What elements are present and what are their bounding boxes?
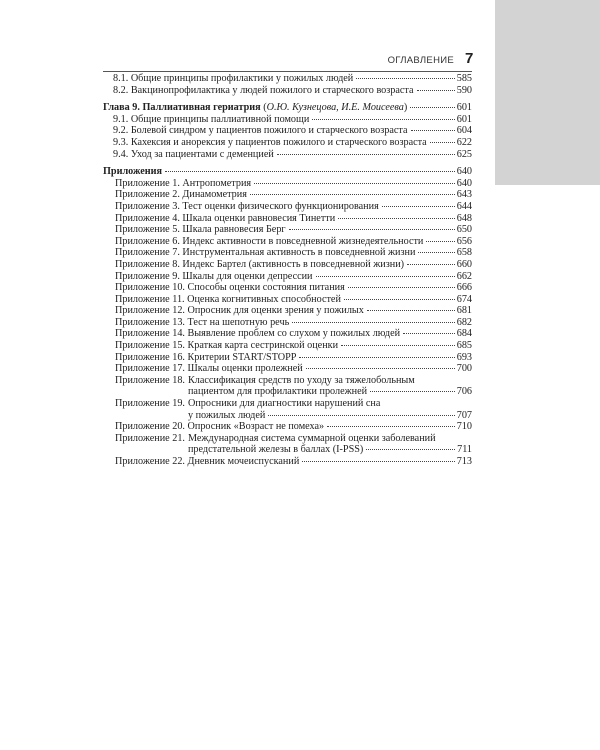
toc-appendix-20[interactable]	[103, 421, 472, 433]
dot-leader	[417, 90, 455, 91]
dot-leader	[382, 206, 455, 207]
toc-appendices[interactable]	[103, 166, 472, 178]
dot-leader	[410, 107, 454, 108]
toc-title: Приложение 13. Тест на шепотную речь	[115, 316, 290, 328]
toc-page-number: 711	[457, 444, 472, 456]
toc-title: 9.2. Болевой синдром у пациентов пожилого и старческого возраста	[113, 125, 408, 137]
toc-page-number: 643	[456, 189, 472, 201]
dot-leader	[299, 357, 454, 358]
toc-appendix-18[interactable]	[103, 375, 472, 398]
toc-appendix-10[interactable]	[103, 282, 472, 294]
dot-leader	[250, 194, 455, 195]
toc-page-number: 625	[456, 148, 472, 160]
toc-title: пациентом для профилактики пролежней	[187, 386, 368, 398]
table-of-contents	[103, 73, 472, 468]
dot-leader	[344, 299, 455, 300]
dot-leader	[254, 183, 455, 184]
dot-leader	[316, 276, 455, 277]
toc-title: Классификация средств по уходу за тяжелобольным	[187, 374, 415, 386]
toc-entry-9-3[interactable]	[103, 137, 472, 149]
toc-page-number: 585	[456, 73, 472, 84]
toc-title: Международная система суммарной оценки заболеваний	[187, 432, 436, 444]
toc-entry-8-2[interactable]	[103, 85, 472, 97]
toc-page-number: 707	[456, 409, 472, 421]
toc-page-number: 666	[456, 282, 472, 294]
toc-title: Приложение 12. Опросник для оценки зрения у пожилых	[115, 305, 364, 317]
dot-leader	[341, 345, 455, 346]
dot-leader	[367, 310, 455, 311]
dot-leader	[370, 391, 455, 392]
dot-leader	[292, 322, 454, 323]
toc-title: 9.1. Общие принципы паллиативной помощи	[113, 113, 310, 125]
toc-page-number: 650	[456, 224, 472, 236]
toc-page-number: 658	[456, 247, 472, 259]
running-header	[0, 52, 600, 72]
toc-page-number: 604	[456, 125, 472, 137]
toc-title: Приложение 5. Шкала равновесия Берг	[115, 224, 286, 236]
toc-page-number: 640	[456, 177, 472, 189]
toc-title: Приложение 8. Индекс Бартел (активность в повседневной жизни)	[115, 258, 405, 270]
toc-title: Приложение 3. Тест оценки физического функционирования	[115, 200, 379, 212]
toc-page-number: 700	[456, 363, 472, 375]
toc-title: Приложение 20. Опросник «Возраст не помеха»	[115, 421, 325, 433]
toc-page-number: 622	[456, 136, 472, 148]
toc-title: Глава 9. Паллиативная гериатрия	[103, 102, 261, 114]
header-rule	[103, 71, 472, 72]
dot-leader	[348, 287, 455, 288]
toc-page-number: 660	[456, 258, 472, 270]
toc-appendix-15[interactable]	[103, 340, 472, 352]
toc-appendix-13[interactable]	[103, 317, 472, 329]
toc-page-number: 601	[456, 113, 472, 125]
toc-title: Приложения	[103, 166, 163, 178]
dot-leader	[289, 229, 455, 230]
toc-entry-9-1[interactable]	[103, 114, 472, 126]
toc-appendix-22[interactable]	[103, 456, 472, 468]
toc-page-number: 713	[456, 456, 472, 467]
toc-title: Приложение 22. Дневник мочеиспусканий	[115, 456, 300, 467]
toc-page-number: 684	[456, 328, 472, 340]
toc-title: 8.1. Общие принципы профилактики у пожилых людей	[113, 73, 354, 84]
dot-leader	[356, 78, 454, 79]
toc-title: Приложение 15. Краткая карта сестринской оценки	[115, 340, 339, 352]
toc-title: Приложение 6. Индекс активности в повседневной жизнедеятельности	[115, 235, 424, 247]
toc-page-number: 685	[456, 340, 472, 352]
toc-appendix-5[interactable]	[103, 224, 472, 236]
dot-leader	[411, 130, 455, 131]
toc-appendix-3[interactable]	[103, 201, 472, 213]
toc-title: Приложение 11. Оценка когнитивных способностей	[115, 293, 341, 305]
chapter-side-tab	[495, 0, 600, 185]
dot-leader	[277, 154, 455, 155]
toc-entry-9-4[interactable]	[103, 149, 472, 161]
toc-title: Опросники для диагностики нарушений сна	[187, 398, 381, 410]
header-page-number: 7	[465, 50, 474, 67]
toc-appendix-14[interactable]	[103, 328, 472, 340]
toc-page-number: 662	[456, 270, 472, 282]
toc-appendix-9[interactable]	[103, 271, 472, 283]
toc-appendix-11[interactable]	[103, 294, 472, 306]
toc-title: Приложение 19.	[115, 398, 185, 410]
toc-appendix-4[interactable]	[103, 213, 472, 225]
toc-appendix-1[interactable]	[103, 178, 472, 190]
toc-page-number: 648	[456, 212, 472, 224]
toc-title: 8.2. Вакцинопрофилактика у людей пожилого и старческого возраста	[113, 84, 414, 96]
dot-leader	[306, 368, 455, 369]
toc-page-number: 710	[456, 421, 472, 433]
toc-page-number: 640	[456, 166, 472, 178]
toc-title: Приложение 17. Шкалы оценки пролежней	[115, 363, 303, 375]
toc-title: Приложение 4. Шкала оценки равновесия Тинетти	[115, 212, 336, 224]
header-label: ОГЛАВЛЕНИЕ	[387, 55, 454, 66]
dot-leader	[430, 142, 455, 143]
toc-page-number: 681	[456, 305, 472, 317]
dot-leader	[312, 119, 454, 120]
dot-leader	[366, 449, 455, 450]
dot-leader	[403, 333, 455, 334]
toc-appendix-8[interactable]	[103, 259, 472, 271]
toc-entry-8-1[interactable]	[103, 73, 472, 85]
toc-appendix-16[interactable]	[103, 352, 472, 364]
toc-title: Приложение 18.	[115, 374, 185, 386]
dot-leader	[418, 252, 454, 253]
dot-leader	[268, 415, 454, 416]
toc-page-number: 682	[456, 316, 472, 328]
toc-title: Приложение 1. Антропометрия	[115, 177, 252, 189]
toc-appendix-7[interactable]	[103, 247, 472, 259]
toc-page-number: 674	[456, 293, 472, 305]
dot-leader	[338, 218, 455, 219]
toc-title: О.Ю. Кузнецова, И.Е. Моисеева	[266, 102, 404, 114]
toc-title: 9.4. Уход за пациентами с деменцией	[113, 148, 274, 160]
toc-appendix-21[interactable]	[103, 433, 472, 456]
toc-appendix-6[interactable]	[103, 236, 472, 248]
toc-title: Приложение 2. Динамометрия	[115, 189, 247, 201]
dot-leader	[302, 461, 454, 462]
toc-appendix-12[interactable]	[103, 305, 472, 317]
toc-title: Приложение 10. Способы оценки состояния питания	[115, 282, 345, 294]
toc-page-number: 693	[456, 351, 472, 363]
toc-title: 9.3. Кахексия и анорексия у пациентов пожилого и старческого возраста	[113, 136, 427, 148]
toc-title: предстательной железы в баллах (I-PSS)	[187, 444, 364, 456]
toc-title: Приложение 16. Критерии START/STOPP	[115, 351, 297, 363]
toc-page-number: 601	[456, 102, 472, 114]
toc-page-number: 656	[456, 235, 472, 247]
toc-appendix-19[interactable]	[103, 398, 472, 421]
dot-leader	[426, 241, 454, 242]
toc-title: у пожилых людей	[187, 409, 266, 421]
toc-page-number: 644	[456, 200, 472, 212]
toc-title: Приложение 14. Выявление проблем со слухом у пожилых людей	[115, 328, 401, 340]
toc-chapter-9[interactable]: Глава 9. Паллиативная гериатрия (О.Ю. Кузнецова, И.Е. Моисеева) 601	[103, 102, 472, 114]
dot-leader	[165, 171, 455, 172]
toc-page-number: 706	[456, 386, 472, 398]
toc-appendix-2[interactable]	[103, 189, 472, 201]
toc-title: Приложение 9. Шкалы для оценки депрессии	[115, 270, 313, 282]
toc-page-number: 590	[456, 84, 472, 96]
toc-title: Приложение 21.	[115, 432, 185, 444]
toc-entry-9-2[interactable]	[103, 125, 472, 137]
toc-title: Приложение 7. Инструментальная активность в повседневной жизни	[115, 247, 416, 259]
toc-appendix-17[interactable]	[103, 363, 472, 375]
dot-leader	[327, 426, 455, 427]
dot-leader	[407, 264, 455, 265]
